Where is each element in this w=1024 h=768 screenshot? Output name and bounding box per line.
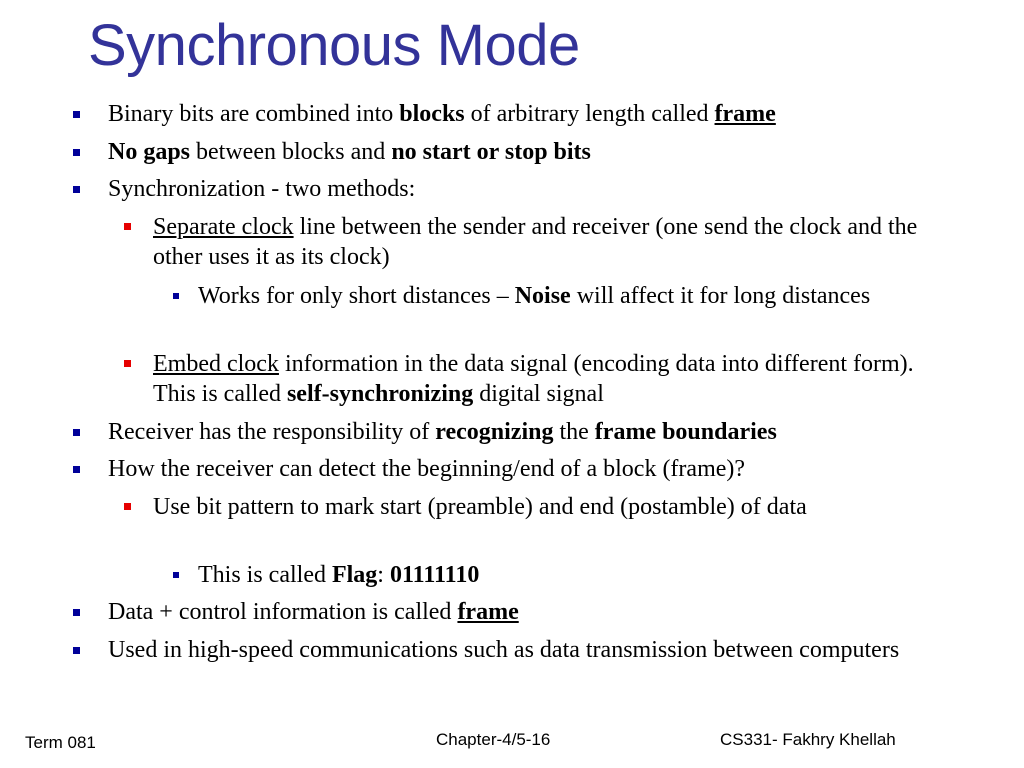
square-bullet-icon (73, 466, 80, 473)
red-square-bullet-icon (124, 223, 131, 230)
bullet-item: Used in high-speed communications such as data transmission between computers (108, 635, 968, 665)
red-square-bullet-icon (124, 360, 131, 367)
footer-chapter: Chapter-4/5-16 (436, 730, 551, 749)
bullet-item: Binary bits are combined into blocks of arbitrary length called frame (108, 99, 968, 129)
bullet-item: No gaps between blocks and no start or stop bits (108, 137, 968, 167)
square-bullet-icon (73, 111, 80, 118)
bullet-item: How the receiver can detect the beginning/end of a block (frame)? (108, 454, 968, 484)
square-bullet-icon (173, 572, 179, 578)
sub-sub-bullet-item: This is called Flag: 01111110 (198, 560, 918, 590)
slide-title: Synchronous Mode (88, 13, 580, 78)
square-bullet-icon (73, 149, 80, 156)
bullet-item: Receiver has the responsibility of recognizing the frame boundaries (108, 417, 968, 447)
sub-bullet-item: Separate clock line between the sender and receiver (one send the clock and the other uses it as its clock) (153, 212, 953, 272)
sub-bullet-item: Embed clock information in the data signal (encoding data into different form). This is called self-synchronizing digital signal (153, 349, 953, 409)
sub-sub-bullet-item: Works for only short distances – Noise will affect it for long distances (198, 281, 918, 311)
square-bullet-icon (73, 609, 80, 616)
footer-course-author: CS331- Fakhry Khellah (720, 730, 896, 749)
square-bullet-icon (73, 186, 80, 193)
bullet-item: Synchronization - two methods: (108, 174, 968, 204)
bullet-item: Data + control information is called frame (108, 597, 968, 627)
square-bullet-icon (173, 293, 179, 299)
sub-bullet-item: Use bit pattern to mark start (preamble) and end (postamble) of data (153, 492, 953, 522)
red-square-bullet-icon (124, 503, 131, 510)
footer-term: Term 081 (25, 733, 96, 752)
square-bullet-icon (73, 647, 80, 654)
square-bullet-icon (73, 429, 80, 436)
